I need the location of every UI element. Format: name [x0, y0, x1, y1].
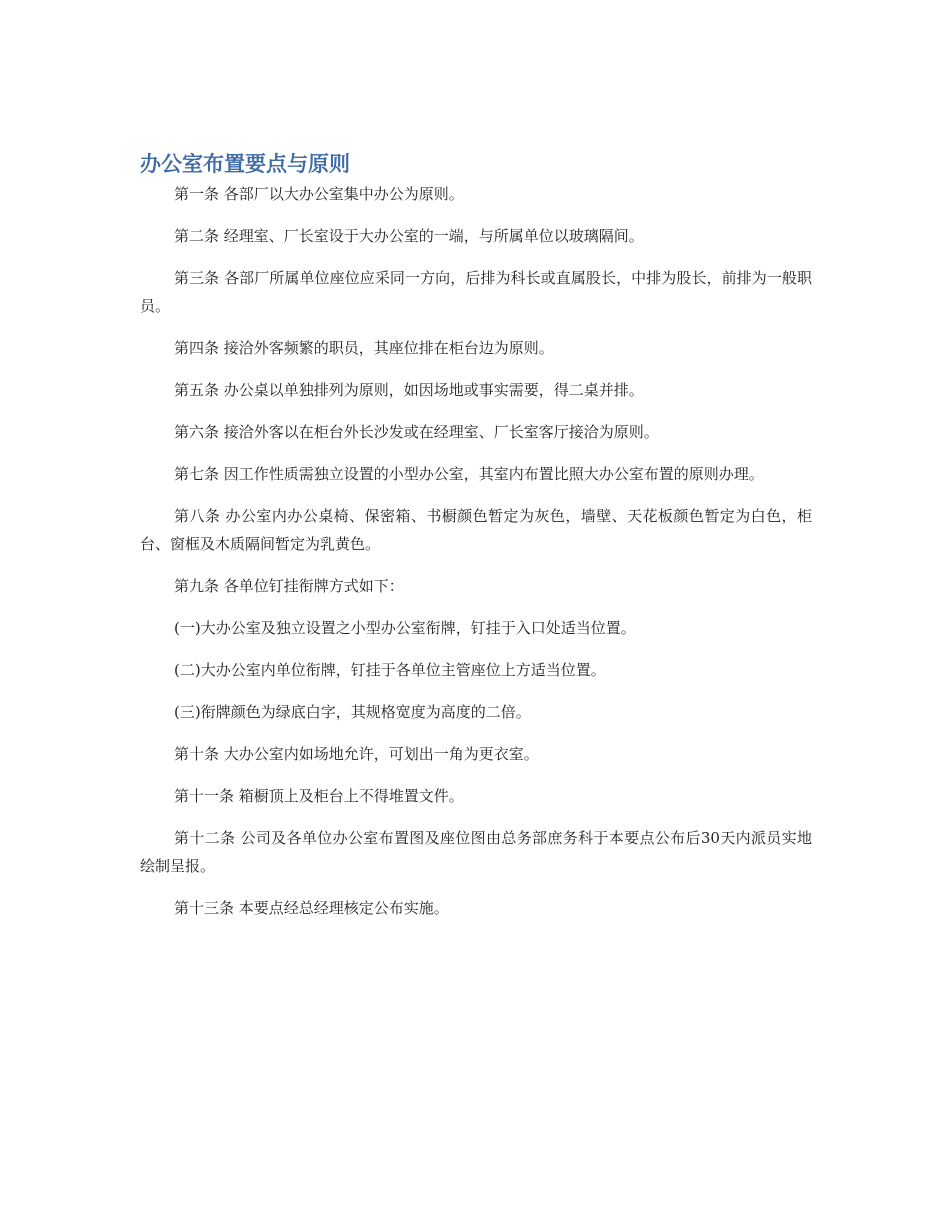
document-title: 办公室布置要点与原则	[140, 152, 350, 176]
article-7: 第七条 因工作性质需独立设置的小型办公室，其室内布置比照大办公室布置的原则办理。	[174, 465, 764, 483]
article-13: 第十三条 本要点经总经理核定公布实施。	[174, 899, 449, 917]
article-6: 第六条 接洽外客以在柜台外长沙发或在经理室、厂长室客厅接洽为原则。	[174, 423, 659, 441]
article-2: 第二条 经理室、厂长室设于大办公室的一端，与所属单位以玻璃隔间。	[174, 227, 644, 245]
article-5: 第五条 办公桌以单独排列为原则，如因场地或事实需要，得二桌并排。	[174, 381, 644, 399]
article-9: 第九条 各单位钉挂衔牌方式如下：	[174, 577, 404, 595]
article-1: 第一条 各部厂以大办公室集中办公为原则。	[174, 185, 464, 203]
article-8: 第八条 办公室内办公桌椅、保密箱、书橱颜色暂定为灰色，墙壁、天花板颜色暂定为白色，柜台、窗框及木质隔间暂定为乳黄色。	[140, 507, 812, 553]
article-10: 第十条 大办公室内如场地允许，可划出一角为更衣室。	[174, 745, 539, 763]
article-9-item-3: (三)衔牌颜色为绿底白字，其规格宽度为高度的二倍。	[174, 703, 531, 721]
article-9-item-2: (二)大办公室内单位衔牌，钉挂于各单位主管座位上方适当位置。	[174, 661, 606, 679]
article-9-item-1: (一)大办公室及独立设置之小型办公室衔牌，钉挂于入口处适当位置。	[174, 619, 636, 637]
document-body	[140, 150, 812, 922]
article-3: 第三条 各部厂所属单位座位应采同一方向，后排为科长或直属股长，中排为股长，前排为一般职员。	[140, 269, 812, 315]
article-11: 第十一条 箱橱顶上及柜台上不得堆置文件。	[174, 787, 464, 805]
article-4: 第四条 接洽外客频繁的职员，其座位排在柜台边为原则。	[174, 339, 554, 357]
article-12: 第十二条 公司及各单位办公室布置图及座位图由总务部庶务科于本要点公布后30天内派员实地绘制呈报。	[140, 829, 812, 875]
